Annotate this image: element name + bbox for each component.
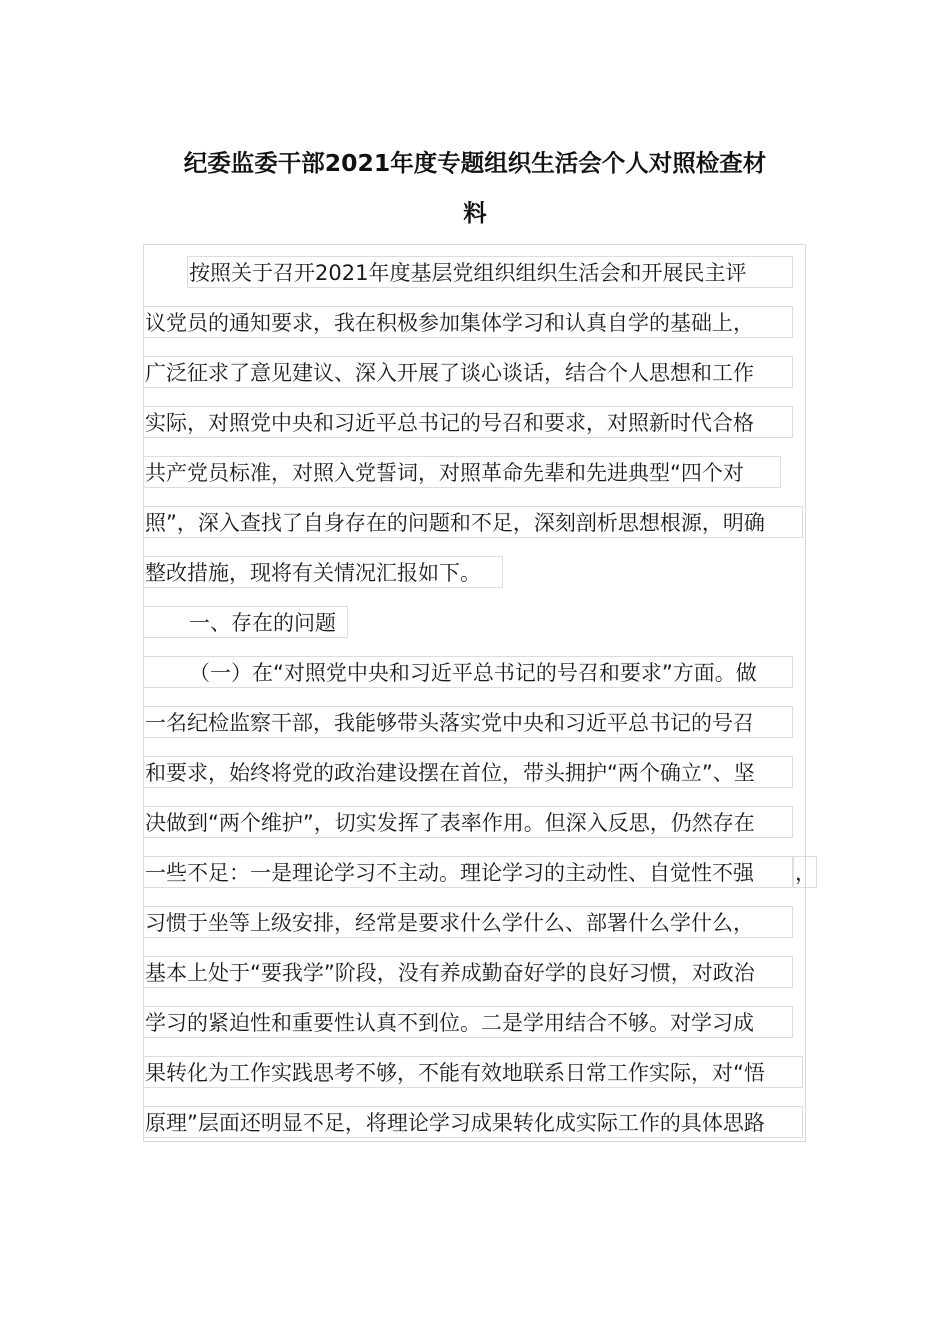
subsection-heading-line: （一）在“对照党中央和习近平总书记的号召和要求”方面。做 (143, 656, 793, 688)
paragraph-line: 决做到“两个维护”，切实发挥了表率作用。但深入反思，仍然存在 (143, 806, 793, 838)
section-heading: 一、存在的问题 (143, 606, 348, 638)
paragraph-line: 实际，对照党中央和习近平总书记的号召和要求，对照新时代合格 (143, 406, 793, 438)
paragraph-line: 一名纪检监察干部，我能够带头落实党中央和习近平总书记的号召 (143, 706, 793, 738)
paragraph-line: 共产党员标准，对照入党誓词，对照革命先辈和先进典型“四个对 (143, 456, 781, 488)
document-title-line-1: 纪委监委干部2021年度专题组织生活会个人对照检查材 (183, 149, 767, 177)
paragraph-line: 学习的紧迫性和重要性认真不到位。二是学用结合不够。对学习成 (143, 1006, 793, 1038)
paragraph-line: 议党员的通知要求，我在积极参加集体学习和认真自学的基础上， (143, 306, 793, 338)
paragraph-line: 果转化为工作实践思考不够，不能有效地联系日常工作实际，对“悟 (143, 1056, 803, 1088)
paragraph-line: 整改措施，现将有关情况汇报如下。 (143, 556, 503, 588)
paragraph-line: 照”，深入查找了自身存在的问题和不足，深刻剖析思想根源，明确 (143, 506, 803, 538)
paragraph-line: 按照关于召开2021年度基层党组织组织生活会和开展民主评 (187, 256, 793, 288)
paragraph-line: 广泛征求了意见建议、深入开展了谈心谈话，结合个人思想和工作 (143, 356, 793, 388)
overflow-punctuation: ， (793, 856, 817, 888)
paragraph-line: 和要求，始终将党的政治建设摆在首位，带头拥护“两个确立”、坚 (143, 756, 793, 788)
document-title-line-2: 料 (463, 199, 487, 227)
paragraph-line: 基本上处于“要我学”阶段，没有养成勤奋好学的良好习惯，对政治 (143, 956, 793, 988)
paragraph-line: 原理”层面还明显不足，将理论学习成果转化成实际工作的具体思路 (143, 1106, 803, 1138)
paragraph-line: 习惯于坐等上级安排，经常是要求什么学什么、部署什么学什么， (143, 906, 793, 938)
paragraph-line: 一些不足：一是理论学习不主动。理论学习的主动性、自觉性不强 (143, 856, 793, 888)
